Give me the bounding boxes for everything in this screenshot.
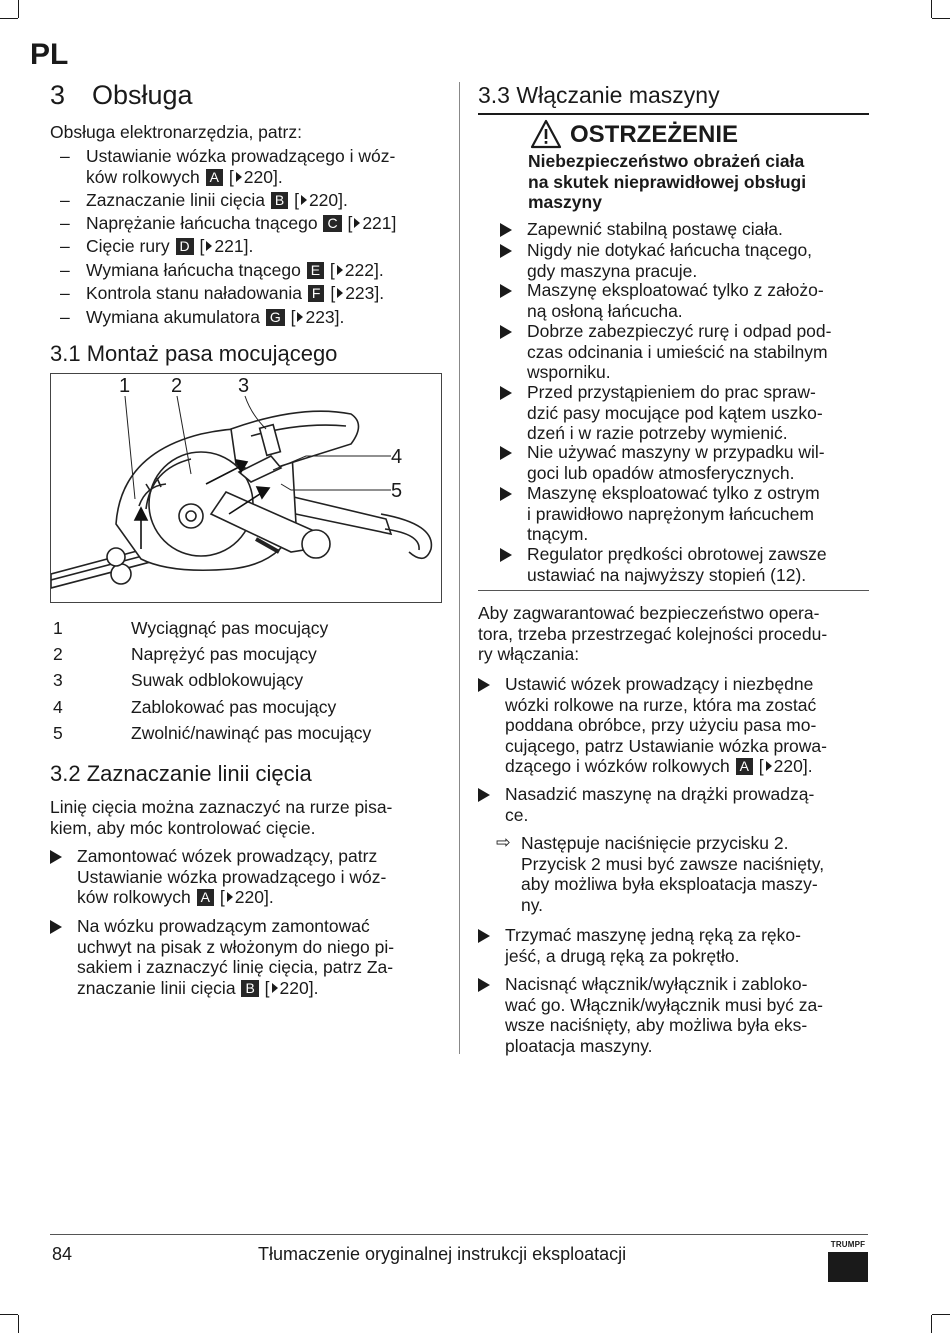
ref-badge[interactable]: E xyxy=(307,262,324,279)
strap-tensioner-illustration xyxy=(51,374,441,602)
crop-mark xyxy=(931,1315,932,1333)
page-ref-link[interactable]: 220]. xyxy=(243,167,283,187)
figure-callout: 2 xyxy=(171,375,183,397)
footer-rule xyxy=(50,1234,868,1235)
section-3-heading xyxy=(50,80,193,111)
ref-badge[interactable]: B xyxy=(241,980,258,997)
paragraph: Linię cięcia można zaznaczyć na rurze pisa- kiem, aby móc kontrolować cięcie. xyxy=(50,797,393,838)
result-arrow-icon: ⇨ xyxy=(496,832,511,852)
crop-mark xyxy=(932,18,950,19)
page-number: 84 xyxy=(52,1244,73,1264)
ref-badge[interactable]: A xyxy=(736,758,753,775)
step-arrow-icon xyxy=(478,788,490,802)
step-arrow-icon xyxy=(478,678,490,692)
figure-callout: 1 xyxy=(119,375,131,397)
page-ref-link[interactable]: 220]. xyxy=(773,756,813,776)
section-number: 3 xyxy=(50,80,66,110)
page-ref-link[interactable]: 220]. xyxy=(279,977,319,998)
warning-triangle-icon xyxy=(530,119,562,149)
strap-mounting-figure xyxy=(50,373,442,603)
page-ref-arrow-icon xyxy=(272,983,278,993)
page-ref-link[interactable]: 223]. xyxy=(305,307,345,327)
ref-badge[interactable]: A xyxy=(206,169,223,186)
step-arrow-icon xyxy=(500,386,512,400)
trumpf-logo: TRUMPF xyxy=(828,1240,868,1282)
warning-top-rule xyxy=(478,113,869,115)
figure-callout: 5 xyxy=(391,480,403,502)
warning-bottom-rule xyxy=(478,590,869,591)
result-text: Następuje naciśnięcie przycisku 2. Przycisk 2 musi być zawsze naciśnięty, aby możliwa była eksploatacja maszy- ny. xyxy=(521,833,825,915)
figure-callout: 4 xyxy=(391,446,403,468)
step-arrow-icon xyxy=(478,978,490,992)
step-arrow-icon xyxy=(500,325,512,339)
page-ref-link[interactable]: 223]. xyxy=(345,283,385,303)
step-arrow-icon xyxy=(500,244,512,258)
page-ref-arrow-icon xyxy=(227,892,233,902)
page-ref-arrow-icon xyxy=(766,761,772,771)
page-ref-arrow-icon xyxy=(337,265,343,275)
crop-mark xyxy=(932,1314,950,1315)
page-ref-arrow-icon xyxy=(236,172,242,182)
step-arrow-icon xyxy=(500,446,512,460)
page-ref-link[interactable]: 222]. xyxy=(344,260,384,280)
warning-title: OSTRZEŻENIE xyxy=(570,121,739,148)
ref-badge[interactable]: D xyxy=(176,238,194,255)
ref-badge[interactable]: F xyxy=(308,285,325,302)
page-ref-link[interactable]: 221] xyxy=(362,213,397,233)
crop-mark xyxy=(931,0,932,18)
list-item-text: Ustawianie wózka prowadzącego i wóz- xyxy=(86,146,396,166)
ref-badge[interactable]: G xyxy=(266,309,285,326)
intro-text: Obsługa elektronarzędzia, patrz: xyxy=(50,122,302,142)
section-3-3-heading: 3.3 Włączanie maszyny xyxy=(478,82,720,108)
step-arrow-icon xyxy=(500,487,512,501)
page-ref-link[interactable]: 220]. xyxy=(308,190,348,210)
section-title: Obsługa xyxy=(92,80,193,110)
step-arrow-icon xyxy=(500,284,512,298)
step-arrow-icon xyxy=(500,223,512,237)
section-3-1-heading: 3.1 Montaż pasa mocującego xyxy=(50,341,338,366)
ref-badge[interactable]: B xyxy=(271,192,288,209)
crop-mark xyxy=(0,18,18,19)
crop-mark xyxy=(18,0,19,18)
page-ref-arrow-icon xyxy=(206,241,212,251)
ref-badge[interactable]: A xyxy=(197,889,214,906)
page-ref-arrow-icon xyxy=(354,218,360,228)
page-ref-link[interactable]: 220]. xyxy=(234,887,274,907)
ref-badge[interactable]: C xyxy=(323,215,341,232)
column-divider xyxy=(459,82,460,1054)
footer-text: Tłumaczenie oryginalnej instrukcji eksploatacji xyxy=(258,1244,627,1264)
step-arrow-icon xyxy=(50,920,62,934)
warning-subtitle: Niebezpieczeństwo obrażeń ciała na skutek nieprawidłowej obsługi maszyny xyxy=(528,151,807,212)
page-ref-link[interactable]: 221]. xyxy=(214,236,254,256)
step-arrow-icon xyxy=(50,850,62,864)
step-item: Zamontować wózek prowadzący, patrz Ustawianie wózka prowadzącego i wóz- ków rolkowych A [ 220]. xyxy=(50,846,440,910)
figure-callout: 3 xyxy=(238,375,250,397)
step-arrow-icon xyxy=(500,548,512,562)
step-item: Na wózku prowadzącym zamontować uchwyt na pisak z włożonym do niego pi- sakiem i zaznaczyć linię cięcia, patrz Za- znaczanie linii cięcia B [ 220]. xyxy=(50,916,440,1000)
section-3-2-heading: 3.2 Zaznaczanie linii cięcia xyxy=(50,761,312,786)
crop-mark xyxy=(18,1315,19,1333)
step-arrow-icon xyxy=(478,929,490,943)
paragraph: Aby zagwarantować bezpieczeństwo opera- tora, trzeba przestrzegać kolejności procedu- ry włączania: xyxy=(478,603,828,664)
language-code: PL xyxy=(30,38,69,71)
crop-mark xyxy=(0,1314,18,1315)
page-ref-arrow-icon xyxy=(301,195,307,205)
page-ref-arrow-icon xyxy=(297,312,303,322)
page-ref-arrow-icon xyxy=(337,288,343,298)
